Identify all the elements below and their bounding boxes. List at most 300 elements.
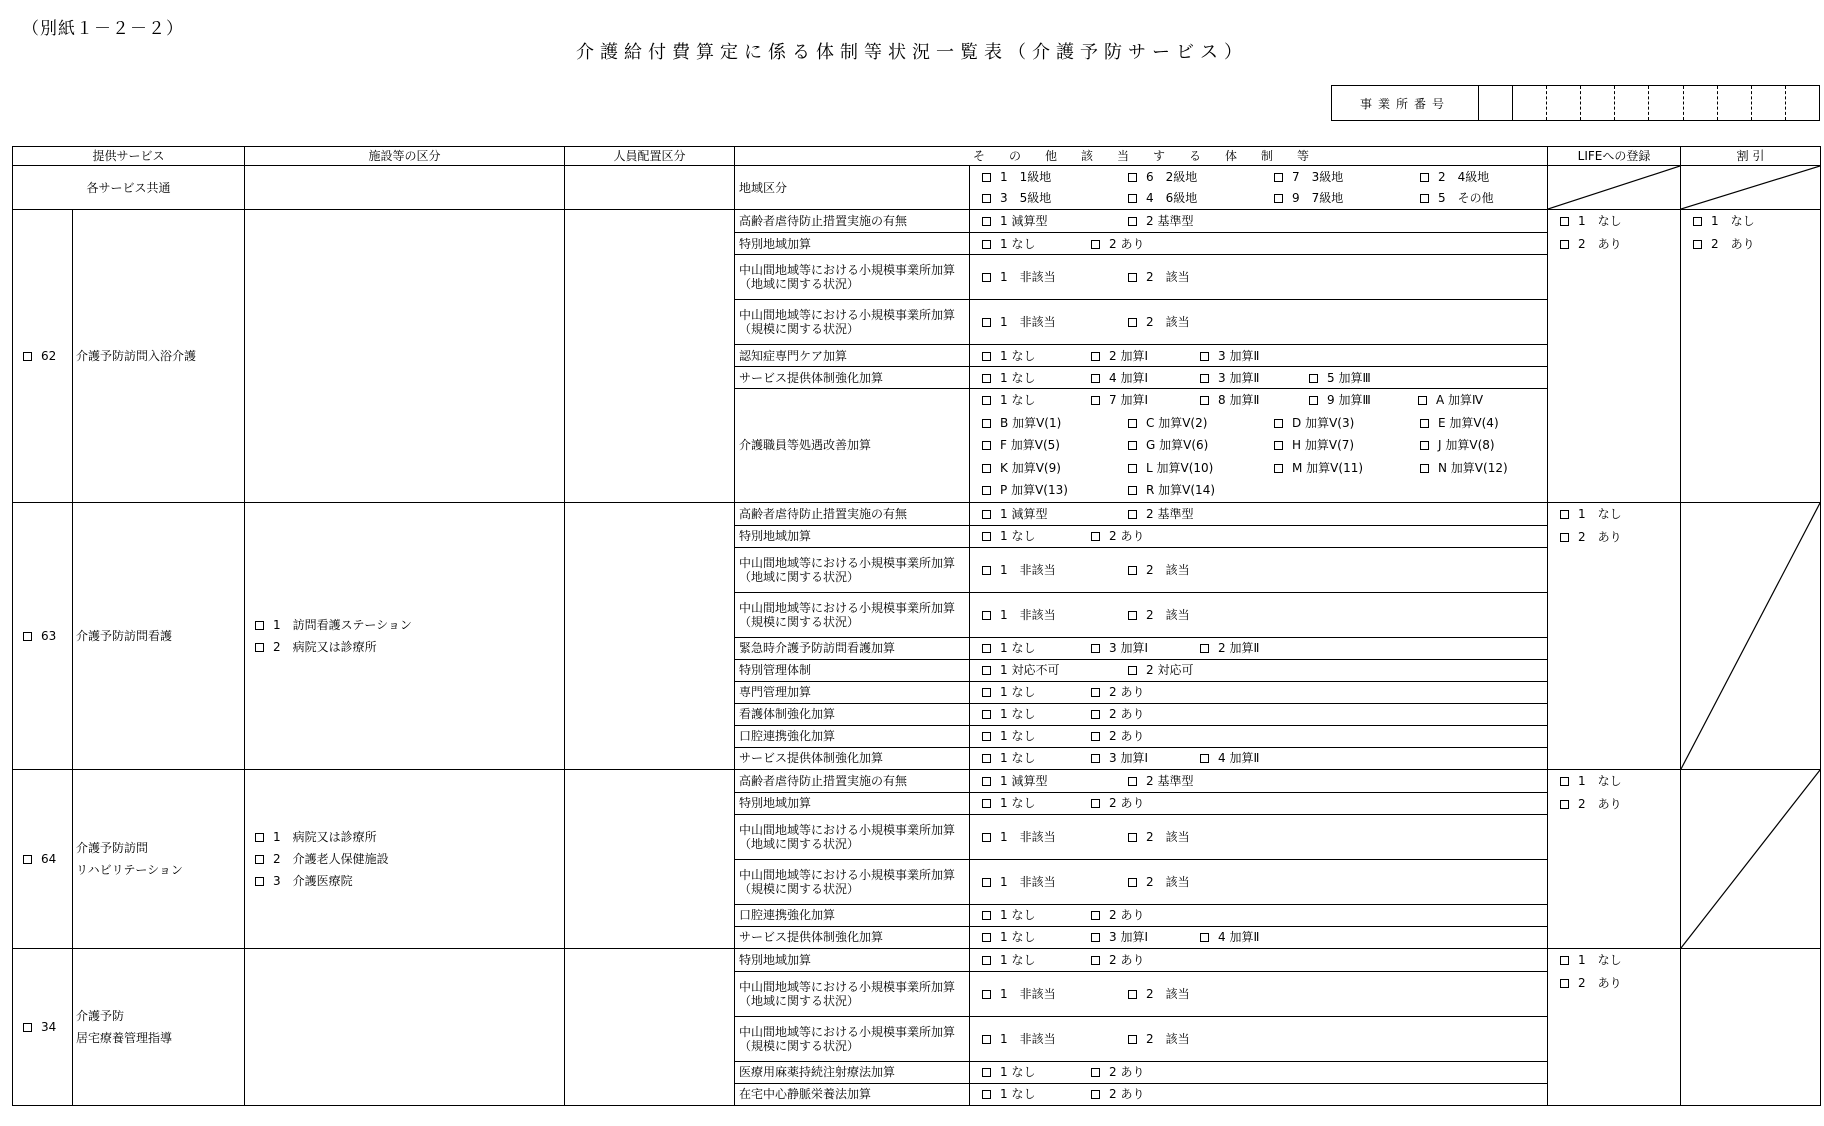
option[interactable]: 2 介護老人保健施設 <box>255 848 564 870</box>
option[interactable]: B 加算Ⅴ(1) <box>982 412 1104 435</box>
header-other: そ の 他 該 当 す る 体 制 等 <box>735 147 1548 166</box>
option[interactable]: 1 なし <box>1560 953 1680 976</box>
checkbox-icon <box>1091 799 1100 808</box>
option[interactable]: 2 あり <box>1560 237 1680 260</box>
option[interactable]: 2 あり <box>1560 797 1680 820</box>
option[interactable]: 1 訪問看護ステーション <box>255 614 564 636</box>
option-group <box>970 637 1548 659</box>
option[interactable]: 5 その他 <box>1420 188 1494 209</box>
item-label: 介護職員等処遇改善加算 <box>735 389 970 503</box>
option[interactable]: 1 なし <box>982 1065 1067 1079</box>
option[interactable]: 3 加算Ⅰ <box>1091 930 1176 944</box>
option-group <box>970 1083 1548 1105</box>
option-group <box>970 1016 1548 1061</box>
option[interactable]: 3 介護医療院 <box>255 870 564 892</box>
item-label: 高齢者虐待防止措置実施の有無 <box>735 502 970 525</box>
checkbox-icon <box>982 933 991 942</box>
item-label: 中山間地域等における小規模事業所加算（地域に関する状況） <box>735 971 970 1016</box>
checkbox-icon <box>1128 1035 1137 1044</box>
item-label: 中山間地域等における小規模事業所加算（規模に関する状況） <box>735 592 970 637</box>
option[interactable]: 1 非該当 <box>982 875 1104 889</box>
checkbox-icon <box>982 510 991 519</box>
checkbox-icon <box>982 532 991 541</box>
life-options <box>1548 948 1681 1105</box>
option[interactable]: 2 あり <box>1693 237 1820 260</box>
office-digit-cell[interactable] <box>1649 86 1683 120</box>
option-group <box>970 547 1548 592</box>
checkbox-icon <box>1274 194 1283 203</box>
item-label: 特別地域加算 <box>735 792 970 814</box>
option[interactable]: F 加算Ⅴ(5) <box>982 434 1104 457</box>
option-group <box>970 255 1548 300</box>
checkbox-icon <box>982 464 991 473</box>
option-group <box>970 948 1548 971</box>
option[interactable]: 1 なし <box>1560 214 1680 237</box>
checkbox-icon <box>1560 979 1569 988</box>
item-label: 緊急時介護予防訪問看護加算 <box>735 637 970 659</box>
option[interactable]: 2 4級地 <box>1420 167 1489 188</box>
option[interactable]: E 加算Ⅴ(4) <box>1420 412 1499 435</box>
item-label: 中山間地域等における小規模事業所加算（規模に関する状況） <box>735 859 970 904</box>
option[interactable]: 1 減算型 <box>982 507 1104 521</box>
item-label: サービス提供体制強化加算 <box>735 367 970 389</box>
option[interactable]: 7 加算Ⅰ <box>1091 389 1176 412</box>
option[interactable]: 2 該当 <box>1128 563 1190 577</box>
checkbox-icon <box>1091 1090 1100 1099</box>
checkbox-icon <box>982 611 991 620</box>
option[interactable]: 1 なし <box>1560 774 1680 797</box>
facility-options <box>245 502 565 769</box>
checkbox-icon <box>982 194 991 203</box>
checkbox-icon <box>982 833 991 842</box>
item-label: サービス提供体制強化加算 <box>735 926 970 948</box>
header-row <box>13 147 1821 166</box>
staff-cell <box>565 948 735 1105</box>
option[interactable]: A 加算Ⅳ <box>1418 389 1483 412</box>
checkbox-icon <box>982 754 991 763</box>
option[interactable]: 1 減算型 <box>982 214 1104 228</box>
checkbox-icon <box>1420 441 1429 450</box>
option[interactable]: 2 該当 <box>1128 830 1190 844</box>
option[interactable]: 1 なし <box>982 953 1067 967</box>
checkbox-icon <box>1091 1068 1100 1077</box>
document-title: 介護給付費算定に係る体制等状況一覧表（介護予防サービス） <box>576 42 1248 63</box>
checkbox-icon <box>1091 911 1100 920</box>
option[interactable]: 2 あり <box>1091 953 1144 967</box>
appendix-number: （別紙１－２－２） <box>22 19 184 39</box>
option-group <box>970 210 1548 233</box>
checkbox-icon <box>982 240 991 249</box>
option[interactable]: 2 該当 <box>1128 608 1190 622</box>
checkbox-icon <box>1091 644 1100 653</box>
option-group <box>970 345 1548 367</box>
item-label: 専門管理加算 <box>735 681 970 703</box>
checkbox-icon <box>982 396 991 405</box>
checkbox-icon <box>982 956 991 965</box>
checkbox-icon <box>982 777 991 786</box>
discount-cell-na <box>1681 502 1821 769</box>
checkbox-icon <box>982 1068 991 1077</box>
option[interactable]: 3 加算Ⅰ <box>1091 641 1176 655</box>
checkbox-icon <box>1091 352 1100 361</box>
option[interactable]: 2 加算Ⅰ <box>1091 349 1176 363</box>
checkbox-icon <box>1128 833 1137 842</box>
option[interactable]: 2 該当 <box>1128 987 1190 1001</box>
option[interactable]: 6 2級地 <box>1128 167 1250 188</box>
checkbox-icon <box>1274 419 1283 428</box>
item-label: 特別管理体制 <box>735 659 970 681</box>
discount-cell-na <box>1681 166 1821 210</box>
option[interactable]: K 加算Ⅴ(9) <box>982 457 1104 480</box>
checkbox-icon <box>982 318 991 327</box>
improvement-options <box>970 389 1548 503</box>
item-label: 高齢者虐待防止措置実施の有無 <box>735 769 970 792</box>
checkbox-icon <box>982 566 991 575</box>
checkbox-icon <box>1091 933 1100 942</box>
checkbox-icon <box>982 441 991 450</box>
option[interactable]: 1 なし <box>982 930 1067 944</box>
option[interactable]: 1 対応不可 <box>982 663 1104 677</box>
option[interactable]: 1 なし <box>982 729 1067 743</box>
checkbox-icon <box>1091 732 1100 741</box>
checkbox-icon <box>1560 240 1569 249</box>
option[interactable]: 4 加算Ⅱ <box>1200 930 1259 944</box>
option[interactable]: 2 基準型 <box>1128 214 1193 228</box>
option[interactable]: 2 病院又は診療所 <box>255 636 564 658</box>
checkbox-icon <box>255 833 264 842</box>
service-select[interactable]: 64 <box>13 769 73 948</box>
option[interactable]: 3 加算Ⅱ <box>1200 371 1285 385</box>
option-group <box>970 233 1548 255</box>
checkbox-icon <box>1128 878 1137 887</box>
checkbox-icon <box>982 911 991 920</box>
checkbox-icon <box>1128 194 1137 203</box>
checkbox-icon <box>1200 933 1209 942</box>
checkbox-icon <box>1200 374 1209 383</box>
checkbox-icon <box>982 1090 991 1099</box>
option[interactable]: 2 あり <box>1091 685 1144 699</box>
option[interactable]: G 加算Ⅴ(6) <box>1128 434 1250 457</box>
option-group <box>970 659 1548 681</box>
checkbox-icon <box>982 419 991 428</box>
header-facility: 施設等の区分 <box>245 147 565 166</box>
office-digit-cell[interactable] <box>1718 86 1752 120</box>
option[interactable]: 1 なし <box>982 641 1067 655</box>
staff-cell <box>565 166 735 210</box>
checkbox-icon <box>23 1023 32 1032</box>
option[interactable]: 1 非該当 <box>982 563 1104 577</box>
option[interactable]: 4 加算Ⅱ <box>1200 751 1259 765</box>
option[interactable]: 2 あり <box>1560 530 1680 553</box>
checkbox-icon <box>1091 240 1100 249</box>
checkbox-icon <box>982 710 991 719</box>
staff-cell <box>565 769 735 948</box>
service-name: 介護予防 居宅療養管理指導 <box>73 948 245 1105</box>
table-row <box>13 948 1821 971</box>
item-label: 中山間地域等における小規模事業所加算（地域に関する状況） <box>735 255 970 300</box>
option[interactable]: 2 該当 <box>1128 1032 1190 1046</box>
item-label: 中山間地域等における小規模事業所加算（規模に関する状況） <box>735 1016 970 1061</box>
option[interactable]: 1 なし <box>982 389 1067 412</box>
checkbox-icon <box>23 855 32 864</box>
checkbox-icon <box>1128 990 1137 999</box>
checkbox-icon <box>1560 777 1569 786</box>
checkbox-icon <box>1200 754 1209 763</box>
option[interactable]: 2 該当 <box>1128 875 1190 889</box>
service-name: 介護予防訪問入浴介護 <box>73 210 245 503</box>
item-label: 在宅中心静脈栄養法加算 <box>735 1083 970 1105</box>
option[interactable]: 3 5級地 <box>982 188 1104 209</box>
item-label: 医療用麻薬持続注射療法加算 <box>735 1061 970 1083</box>
option-group <box>970 814 1548 859</box>
checkbox-icon <box>1560 800 1569 809</box>
option[interactable]: 1 なし <box>982 707 1067 721</box>
checkbox-icon <box>982 688 991 697</box>
option[interactable]: 2 あり <box>1091 908 1144 922</box>
option-group <box>970 904 1548 926</box>
option[interactable]: 3 加算Ⅱ <box>1200 349 1259 363</box>
header-staff: 人員配置区分 <box>565 147 735 166</box>
option[interactable]: 2 あり <box>1091 1065 1144 1079</box>
table-row <box>13 769 1821 792</box>
facility-cell <box>245 166 565 210</box>
option-group <box>970 792 1548 814</box>
office-digit-cell[interactable] <box>1615 86 1649 120</box>
option[interactable]: 1 非該当 <box>982 830 1104 844</box>
checkbox-icon <box>1693 240 1702 249</box>
option[interactable]: 9 加算Ⅲ <box>1309 389 1394 412</box>
option-group <box>970 971 1548 1016</box>
option[interactable]: M 加算Ⅴ(11) <box>1274 457 1396 480</box>
checkbox-icon <box>982 990 991 999</box>
option[interactable]: 5 加算Ⅲ <box>1309 371 1371 385</box>
office-digit-cell[interactable] <box>1479 86 1513 120</box>
checkbox-icon <box>982 374 991 383</box>
checkbox-icon <box>1128 486 1137 495</box>
option[interactable]: 2 該当 <box>1128 315 1190 329</box>
option[interactable]: 1 なし <box>1560 507 1680 530</box>
option[interactable]: 1 病院又は診療所 <box>255 826 564 848</box>
checkbox-icon <box>255 877 264 886</box>
checkbox-icon <box>1693 217 1702 226</box>
option[interactable]: 2 基準型 <box>1128 774 1193 788</box>
option[interactable]: 2 あり <box>1560 976 1680 999</box>
checkbox-icon <box>1128 777 1137 786</box>
option-group <box>970 502 1548 525</box>
checkbox-icon <box>982 352 991 361</box>
office-digit-cell[interactable] <box>1581 86 1615 120</box>
option[interactable]: 2 対応可 <box>1128 663 1193 677</box>
checkbox-icon <box>23 352 32 361</box>
checkbox-icon <box>1274 173 1283 182</box>
option-group <box>970 1061 1548 1083</box>
service-select[interactable]: 34 <box>13 948 73 1105</box>
item-label: 高齢者虐待防止措置実施の有無 <box>735 210 970 233</box>
option[interactable]: N 加算Ⅴ(12) <box>1420 457 1508 480</box>
item-label: 特別地域加算 <box>735 948 970 971</box>
option[interactable]: 4 加算Ⅰ <box>1091 371 1176 385</box>
option[interactable]: 2 基準型 <box>1128 507 1193 521</box>
life-options <box>1548 210 1681 503</box>
option[interactable]: 1 なし <box>982 349 1067 363</box>
checkbox-icon <box>1420 194 1429 203</box>
option[interactable]: 1 非該当 <box>982 987 1104 1001</box>
option-group <box>970 747 1548 769</box>
checkbox-icon <box>1560 217 1569 226</box>
item-label: 口腔連携強化加算 <box>735 725 970 747</box>
office-digit-cell[interactable] <box>1786 86 1819 120</box>
option[interactable]: 1 なし <box>982 371 1067 385</box>
item-label: 看護体制強化加算 <box>735 703 970 725</box>
option[interactable]: 1 なし <box>982 529 1067 543</box>
item-label: 地域区分 <box>735 166 970 210</box>
service-name: 介護予防訪問 リハビリテーション <box>73 769 245 948</box>
checkbox-icon <box>1200 352 1209 361</box>
checkbox-icon <box>1128 510 1137 519</box>
checkbox-icon <box>255 643 264 652</box>
checkbox-icon <box>1420 173 1429 182</box>
office-digit-cell[interactable] <box>1547 86 1581 120</box>
checkbox-icon <box>1128 173 1137 182</box>
option[interactable]: 7 3級地 <box>1274 167 1396 188</box>
checkbox-icon <box>1091 532 1100 541</box>
option-group <box>970 926 1548 948</box>
checkbox-icon <box>1128 566 1137 575</box>
item-label: 認知症専門ケア加算 <box>735 345 970 367</box>
option[interactable]: 9 7級地 <box>1274 188 1396 209</box>
option[interactable]: 2 あり <box>1091 707 1144 721</box>
option[interactable]: P 加算Ⅴ(13) <box>982 479 1104 502</box>
common-row <box>13 166 1821 210</box>
item-label: 中山間地域等における小規模事業所加算（地域に関する状況） <box>735 547 970 592</box>
option[interactable]: 1 なし <box>982 237 1067 251</box>
option[interactable]: 2 あり <box>1091 1087 1144 1101</box>
option[interactable]: 2 該当 <box>1128 270 1190 284</box>
checkbox-icon <box>1128 217 1137 226</box>
option[interactable]: 1 非該当 <box>982 270 1104 284</box>
checkbox-icon <box>23 632 32 641</box>
checkbox-icon <box>1128 273 1137 282</box>
checkbox-icon <box>982 273 991 282</box>
option[interactable]: 1 なし <box>982 908 1067 922</box>
life-options <box>1548 502 1681 769</box>
option[interactable]: C 加算Ⅴ(2) <box>1128 412 1250 435</box>
checkbox-icon <box>1128 464 1137 473</box>
service-select[interactable]: 62 <box>13 210 73 503</box>
checkbox-icon <box>1091 754 1100 763</box>
table-row <box>13 210 1821 233</box>
facility-cell <box>245 210 565 503</box>
option[interactable]: 2 あり <box>1091 729 1144 743</box>
option[interactable]: 1 なし <box>982 1087 1067 1101</box>
checkbox-icon <box>1091 374 1100 383</box>
option[interactable]: 2 あり <box>1091 796 1144 810</box>
checkbox-icon <box>982 878 991 887</box>
service-name: 介護予防訪問看護 <box>73 502 245 769</box>
checkbox-icon <box>982 217 991 226</box>
facility-cell <box>245 948 565 1105</box>
life-options <box>1548 769 1681 948</box>
option[interactable]: 1 1級地 <box>982 167 1104 188</box>
option[interactable]: J 加算Ⅴ(8) <box>1420 434 1495 457</box>
checkbox-icon <box>1128 666 1137 675</box>
option[interactable]: 1 減算型 <box>982 774 1104 788</box>
staff-cell <box>565 210 735 503</box>
option-group <box>970 725 1548 747</box>
checkbox-icon <box>255 855 264 864</box>
checkbox-icon <box>982 1035 991 1044</box>
option[interactable]: 1 なし <box>982 685 1067 699</box>
checkbox-icon <box>982 173 991 182</box>
life-cell-na <box>1548 166 1681 210</box>
region-options <box>970 166 1548 210</box>
option[interactable]: 1 非該当 <box>982 315 1104 329</box>
item-label: 中山間地域等における小規模事業所加算（規模に関する状況） <box>735 300 970 345</box>
option[interactable]: 8 加算Ⅱ <box>1200 389 1285 412</box>
header-discount: 割 引 <box>1681 147 1821 166</box>
checkbox-icon <box>255 621 264 630</box>
checkbox-icon <box>1309 374 1318 383</box>
header-service: 提供サービス <box>13 147 245 166</box>
office-digit-cell[interactable] <box>1684 86 1718 120</box>
checkbox-icon <box>1560 533 1569 542</box>
option[interactable]: D 加算Ⅴ(3) <box>1274 412 1396 435</box>
checkbox-icon <box>1274 441 1283 450</box>
service-select[interactable]: 63 <box>13 502 73 769</box>
office-digit-cell[interactable] <box>1752 86 1786 120</box>
facility-options <box>245 769 565 948</box>
option[interactable]: 4 6級地 <box>1128 188 1250 209</box>
checkbox-icon <box>1200 644 1209 653</box>
option[interactable]: 2 加算Ⅱ <box>1200 641 1259 655</box>
option[interactable]: L 加算Ⅴ(10) <box>1128 457 1250 480</box>
checkbox-icon <box>982 486 991 495</box>
common-name: 各サービス共通 <box>13 166 245 210</box>
office-number-box <box>1331 85 1820 121</box>
option-group <box>970 525 1548 547</box>
option[interactable]: 2 あり <box>1091 529 1144 543</box>
checkbox-icon <box>1309 396 1318 405</box>
checkbox-icon <box>1128 318 1137 327</box>
option[interactable]: 1 非該当 <box>982 608 1104 622</box>
item-label: サービス提供体制強化加算 <box>735 747 970 769</box>
checkbox-icon <box>1420 419 1429 428</box>
option-group <box>970 592 1548 637</box>
option-group <box>970 859 1548 904</box>
discount-cell-na <box>1681 769 1821 948</box>
checkbox-icon <box>1418 396 1427 405</box>
item-label: 特別地域加算 <box>735 233 970 255</box>
option[interactable]: 1 なし <box>982 751 1067 765</box>
option[interactable]: R 加算Ⅴ(14) <box>1128 479 1215 502</box>
option-group <box>970 681 1548 703</box>
option[interactable]: 3 加算Ⅰ <box>1091 751 1176 765</box>
option[interactable]: 2 あり <box>1091 237 1144 251</box>
checkbox-icon <box>1128 441 1137 450</box>
option-group <box>970 703 1548 725</box>
discount-options <box>1681 210 1821 503</box>
option[interactable]: 1 非該当 <box>982 1032 1104 1046</box>
discount-cell <box>1681 948 1821 1105</box>
office-digit-cell[interactable] <box>1513 86 1547 120</box>
checkbox-icon <box>1560 510 1569 519</box>
option[interactable]: 1 なし <box>982 796 1067 810</box>
option[interactable]: H 加算Ⅴ(7) <box>1274 434 1396 457</box>
checkbox-icon <box>1091 956 1100 965</box>
checkbox-icon <box>1128 419 1137 428</box>
item-label: 口腔連携強化加算 <box>735 904 970 926</box>
option[interactable]: 1 なし <box>1693 214 1820 237</box>
